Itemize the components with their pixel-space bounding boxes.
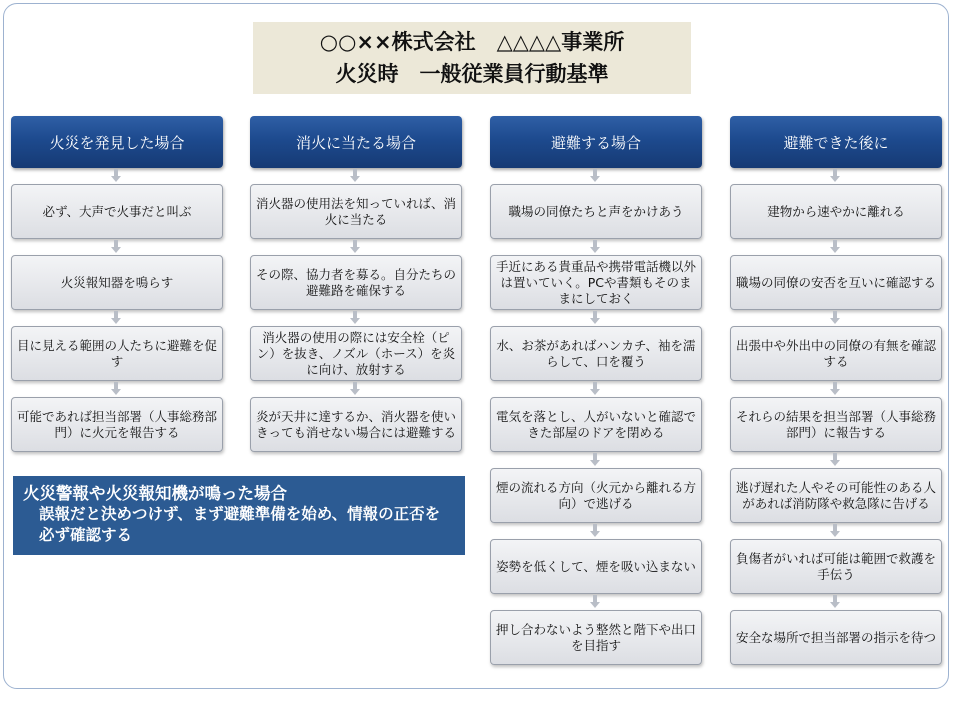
step-box: 手近にある貴重品や携帯電話機以外は置いていく。PCや書類もそのままにしておく	[490, 255, 702, 310]
title-company: ○○××株式会社 △△△△事業所	[319, 30, 625, 54]
down-arrow-icon	[830, 311, 840, 325]
down-arrow-icon	[590, 524, 600, 538]
column-header: 避難する場合	[490, 116, 702, 168]
step-box: 可能であれば担当部署（人事総務部門）に火元を報告する	[11, 397, 223, 452]
step-box: 消火器の使用の際には安全栓（ピン）を抜き、ノズル（ホース）を炎に向け、放射する	[250, 326, 462, 381]
step-box: その際、協力者を募る。自分たちの避難路を確保する	[250, 255, 462, 310]
step-box: 負傷者がいれば可能は範囲で救護を手伝う	[730, 539, 942, 594]
column-header: 消火に当たる場合	[250, 116, 462, 168]
down-arrow-icon	[590, 595, 600, 609]
down-arrow-icon	[830, 595, 840, 609]
step-box: 炎が天井に達するか、消火器を使いきっても消せない場合には避難する	[250, 397, 462, 452]
step-box: 消火器の使用法を知っていれば、消火に当たる	[250, 184, 462, 239]
step-box: それらの結果を担当部署（人事総務部門）に報告する	[730, 397, 942, 452]
step-box: 職場の同僚たちと声をかけあう	[490, 184, 702, 239]
down-arrow-icon	[111, 169, 121, 183]
down-arrow-icon	[590, 311, 600, 325]
step-box: 逃げ遅れた人やその可能性のある人があれば消防隊や救急隊に告げる	[730, 468, 942, 523]
step-box: 必ず、大声で火事だと叫ぶ	[11, 184, 223, 239]
down-arrow-icon	[350, 240, 360, 254]
down-arrow-icon	[111, 382, 121, 396]
step-box: 職場の同僚の安否を互いに確認する	[730, 255, 942, 310]
column-header: 火災を発見した場合	[11, 116, 223, 168]
step-box: 出張中や外出中の同僚の有無を確認する	[730, 326, 942, 381]
down-arrow-icon	[830, 453, 840, 467]
step-box: 安全な場所で担当部署の指示を待つ	[730, 610, 942, 665]
down-arrow-icon	[830, 169, 840, 183]
step-box: 押し合わないよう整然と階下や出口を目指す	[490, 610, 702, 665]
down-arrow-icon	[350, 169, 360, 183]
down-arrow-icon	[590, 453, 600, 467]
title-subject: 火災時 一般従業員行動基準	[335, 62, 609, 86]
down-arrow-icon	[830, 382, 840, 396]
step-box: 目に見える範囲の人たちに避難を促す	[11, 326, 223, 381]
step-box: 姿勢を低くして、煙を吸い込まない	[490, 539, 702, 594]
flow-column-1	[11, 116, 223, 440]
flow-column-4	[730, 116, 942, 645]
step-box: 火災報知器を鳴らす	[11, 255, 223, 310]
flow-column-3	[490, 116, 702, 653]
down-arrow-icon	[111, 311, 121, 325]
flow-column-2	[250, 116, 462, 440]
step-box: 建物から速やかに離れる	[730, 184, 942, 239]
down-arrow-icon	[350, 311, 360, 325]
step-box: 煙の流れる方向（火元から離れる方向）で逃げる	[490, 468, 702, 523]
alarm-note-heading: 火災警報や火災報知機が鳴った場合	[23, 484, 287, 503]
down-arrow-icon	[830, 240, 840, 254]
down-arrow-icon	[111, 240, 121, 254]
column-header: 避難できた後に	[730, 116, 942, 168]
down-arrow-icon	[590, 169, 600, 183]
down-arrow-icon	[590, 240, 600, 254]
down-arrow-icon	[830, 524, 840, 538]
page-title	[253, 22, 691, 94]
step-box: 水、お茶があればハンカチ、袖を濡らして、口を覆う	[490, 326, 702, 381]
alarm-note-body: 誤報だと決めつけず、まず避難準備を始め、情報の正否を必ず確認する	[39, 505, 441, 544]
step-box: 電気を落とし、人がいないと確認できた部屋のドアを閉める	[490, 397, 702, 452]
alarm-note	[13, 476, 465, 555]
down-arrow-icon	[590, 382, 600, 396]
down-arrow-icon	[350, 382, 360, 396]
